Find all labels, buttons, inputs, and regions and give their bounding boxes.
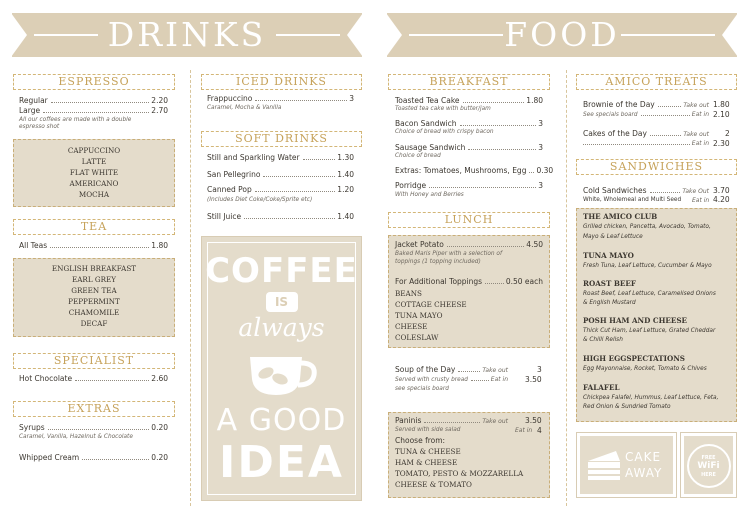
sandwich-description: & Chilli Relish	[583, 337, 623, 343]
menu-item: Toasted Tea Cake 1.80	[395, 96, 543, 105]
item-note: see specials board	[395, 386, 449, 392]
amico-treats-header: AMICO TREATS	[576, 74, 737, 90]
sandwich-description: Fresh Tuna, Leaf Lettuce, Cucumber & Mayo	[583, 263, 712, 269]
sandwich-name: THE AMICO CLUB	[583, 212, 658, 221]
list-item: DECAF	[80, 319, 108, 328]
item-sub-row: See specials board Eat in	[583, 111, 709, 118]
list-item: GREEN TEA	[71, 286, 117, 295]
item-description: White, Wholemeal and Multi Seed	[583, 197, 682, 203]
espresso-note: espresso shot	[19, 124, 60, 130]
menu-item: Bacon Sandwich 3	[395, 119, 543, 128]
free-wifi-badge	[680, 432, 737, 498]
list-item: TUNA & CHEESE	[395, 447, 461, 456]
list-item: EARL GREY	[71, 275, 117, 284]
item-sub-row: Eat in	[583, 139, 709, 149]
item-sub-row: Served with crusty bread Eat in	[395, 376, 508, 383]
menu-item: Soup of the Day Take out	[395, 365, 508, 374]
extras-header: EXTRAS	[13, 401, 175, 417]
sandwich-name: TUNA MAYO	[583, 251, 634, 260]
list-item: AMERICANO	[69, 179, 119, 188]
menu-item: Regular 2.20	[19, 96, 168, 105]
sandwich-description: Egg Mayonnaise, Rocket, Tomato & Chives	[583, 366, 707, 372]
price: 2.10	[713, 110, 730, 119]
poster-a-good: A GOOD	[216, 403, 347, 438]
sandwich-description: Red Onion & Sundried Tomato	[583, 404, 671, 410]
coffee-poster	[201, 236, 362, 501]
menu-item: Large 2.70	[19, 106, 168, 115]
price: 3.50	[525, 375, 542, 384]
breakfast-header: BREAKFAST	[388, 74, 550, 90]
sandwich-name: POSH HAM AND CHEESE	[583, 316, 687, 325]
item-description: Choice of bread	[395, 153, 441, 159]
list-item: TUNA MAYO	[395, 311, 443, 320]
menu-item: Cakes of the Day Take out	[583, 129, 709, 138]
menu-item: San Pellegrino 1.40	[207, 170, 354, 179]
item-description: (Includes Diet Coke/Coke/Sprite etc)	[207, 197, 313, 203]
list-item: PEPPERMINT	[68, 297, 120, 306]
menu-item: Extras: Tomatoes, Mushrooms, Egg 0.30	[395, 166, 554, 175]
sandwich-name: HIGH EGGSPECTATIONS	[583, 354, 686, 363]
menu-item: Paninis Take out	[395, 416, 508, 425]
list-item: LATTE	[81, 157, 107, 166]
item-description: Choice of bread with crispy bacon	[395, 129, 494, 135]
poster-always: always	[238, 313, 325, 342]
poster-idea: IDEA	[218, 437, 344, 488]
cake-label: CAKE	[625, 450, 662, 464]
item-description: Served with side salad	[395, 427, 461, 433]
sandwich-description: Chickpea Falafel, Hummus, Leaf Lettuce, Feta,	[583, 395, 719, 401]
menu-item: Syrups 0.20	[19, 423, 168, 432]
sandwiches-header: SANDWICHES	[576, 159, 737, 175]
eat-in-label: Eat in	[692, 197, 710, 204]
list-item: ENGLISH BREAKFAST	[51, 264, 137, 273]
list-item: CHAMOMILE	[68, 308, 120, 317]
food-banner	[387, 13, 737, 57]
poster-coffee: COFFEE	[205, 251, 358, 291]
list-item: BEANS	[395, 289, 422, 298]
sandwich-description: Grilled chicken, Pancetta, Avocado, Tomato,	[583, 224, 711, 230]
item-description: Baked Maris Piper with a selection of	[395, 251, 502, 257]
drinks-title: DRINKS	[107, 15, 267, 54]
item-description: Caramel, Mocha & Vanilla	[207, 105, 282, 111]
menu-item: Still and Sparkling Water 1.30	[207, 153, 354, 162]
wifi-free: FREE	[701, 455, 716, 461]
list-item: TOMATO, PESTO & MOZZARELLA	[395, 469, 524, 478]
list-item: CAPPUCCINO	[67, 146, 121, 155]
menu-item: Jacket Potato 4.50	[395, 240, 543, 249]
menu-item: Brownie of the Day Take out	[583, 100, 709, 109]
iced-drinks-header: ICED DRINKS	[201, 74, 362, 90]
list-item: CHEESE & TOMATO	[395, 480, 472, 489]
menu-item: Porridge 3	[395, 181, 543, 190]
price: 2	[725, 129, 730, 138]
price: 3.50	[525, 416, 542, 425]
wifi-here: HERE	[701, 472, 716, 478]
price: 4.20	[713, 195, 730, 204]
espresso-header: ESPRESSO	[13, 74, 175, 90]
drinks-banner	[12, 13, 362, 57]
item-description: With Honey and Berries	[395, 192, 464, 198]
price: 4	[537, 426, 542, 435]
sandwich-description: Mayo & Leaf Lettuce	[583, 234, 643, 240]
coffee-cup-icon	[244, 349, 322, 399]
cake-icon	[586, 447, 622, 483]
item-description: Caramel, Vanilla, Hazelnut & Chocolate	[19, 434, 133, 440]
sandwich-name: ROAST BEEF	[583, 279, 636, 288]
wifi-label: WiFi	[697, 461, 720, 471]
price: 3	[537, 365, 542, 374]
choose-label: Choose from:	[395, 436, 446, 445]
poster-is: IS	[274, 295, 289, 309]
column-divider	[190, 70, 191, 506]
menu-item: Cold Sandwiches Take Out	[583, 186, 709, 195]
price: 1.80	[713, 100, 730, 109]
list-item: CHEESE	[395, 322, 428, 331]
price: 3.70	[713, 186, 730, 195]
list-item: COTTAGE CHEESE	[395, 300, 467, 309]
tea-header: TEA	[13, 219, 175, 235]
list-item: MOCHA	[78, 190, 110, 199]
away-label: AWAY	[625, 466, 663, 480]
price: 2.30	[713, 139, 730, 148]
menu-item: Hot Chocolate 2.60	[19, 374, 168, 383]
menu-item: Whipped Cream 0.20	[19, 453, 168, 462]
item-description: Toasted tea cake with butter/jam	[395, 106, 491, 112]
espresso-note: All our coffees are made with a double	[19, 117, 132, 123]
lunch-header: LUNCH	[388, 212, 550, 228]
menu-item: Frappuccino 3	[207, 94, 354, 103]
sandwich-description: & English Mustard	[583, 300, 636, 306]
specialist-header: SPECIALIST	[13, 353, 175, 369]
list-item: HAM & CHEESE	[395, 458, 458, 467]
sandwich-description: Roast Beef, Leaf Lettuce, Caramelised Onions	[583, 291, 716, 297]
column-divider	[566, 70, 567, 506]
eat-in-label: Eat in	[515, 427, 533, 434]
menu-item: Canned Pop 1.20	[207, 185, 354, 194]
menu-item: All Teas 1.80	[19, 241, 168, 250]
list-item: COLESLAW	[395, 333, 439, 342]
item-description: toppings (1 topping included)	[395, 259, 481, 265]
food-title: FOOD	[504, 15, 620, 54]
menu-item: Still Juice 1.40	[207, 212, 354, 221]
menu-item: Sausage Sandwich 3	[395, 143, 543, 152]
cake-away-badge	[576, 432, 677, 498]
menu-item: For Additional Toppings 0.50 each	[395, 277, 543, 286]
list-item: FLAT WHITE	[69, 168, 119, 177]
soft-drinks-header: SOFT DRINKS	[201, 131, 362, 147]
sandwich-name: FALAFEL	[583, 383, 620, 392]
sandwich-description: Thick Cut Ham, Leaf Lettuce, Grated Cheddar	[583, 328, 716, 334]
